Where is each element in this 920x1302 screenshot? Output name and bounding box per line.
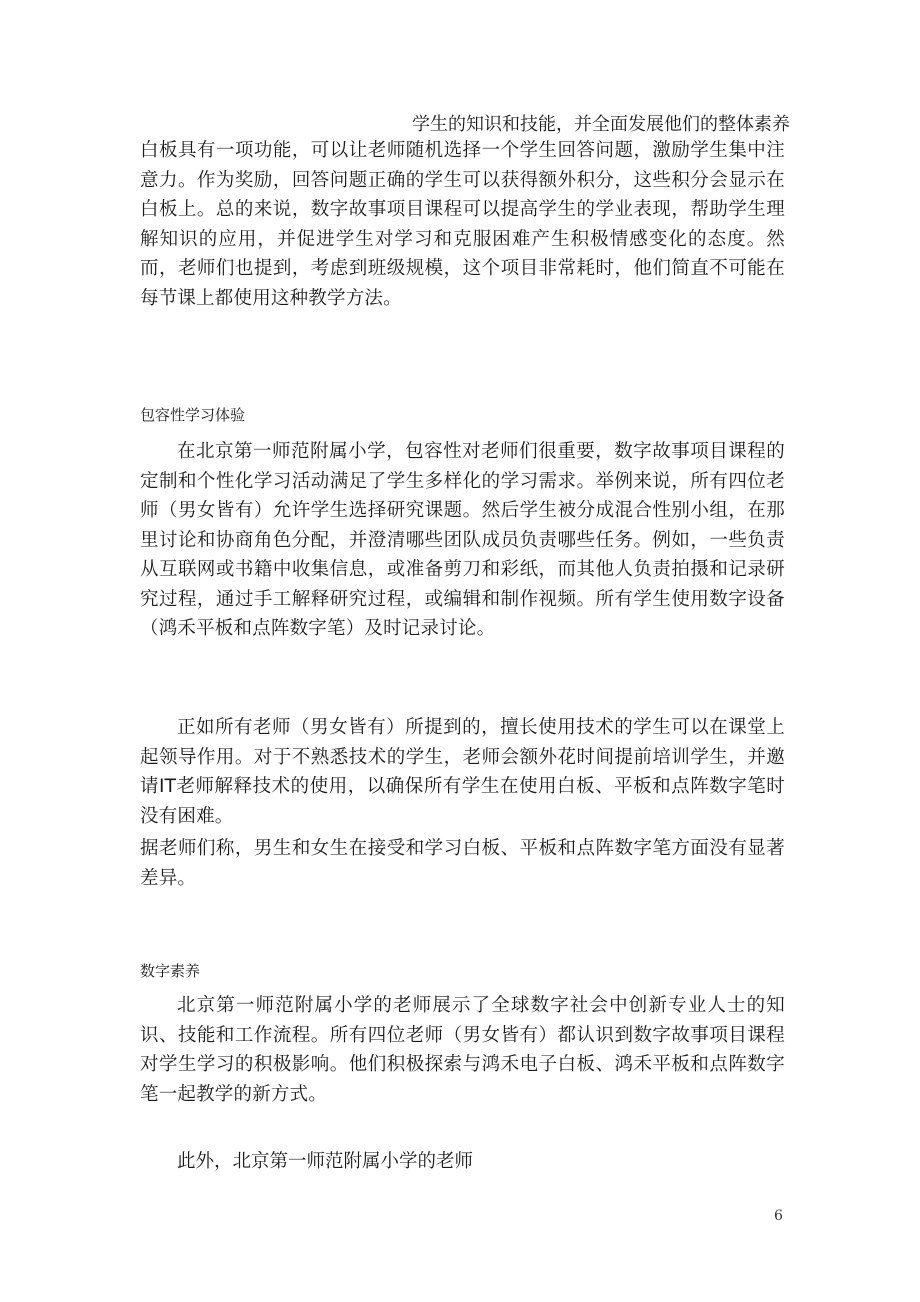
paragraph-gender-difference: 据老师们称，男生和女生在接受和学习白板、平板和点阵数字笔方面没有显著差异。 xyxy=(140,838,785,889)
page-number: 6 xyxy=(774,1208,783,1224)
continuation-line: 学生的知识和技能，并全面发展他们的整体素养 xyxy=(412,114,790,135)
paragraph-tech-leaders: 正如所有老师（男女皆有）所提到的，擅长使用技术的学生可以在课堂上起领导作用。对于不熟悉技术的学生，老师会额外花时间提前培训学生，并邀请IT老师解释技术的使用，以确保所有学生在使用白板、平板和点阵数字笔时没有困难。 xyxy=(140,717,785,827)
paragraph-digital-literacy: 北京第一师范附属小学的老师展示了全球数字社会中创新专业人士的知识、技能和工作流程。所有四位老师（男女皆有）都认识到数字故事项目课程对学生学习的积极影响。他们积极探索与鸿禾电子白板、鸿禾平板和点阵数字笔一起教学的新方式。 xyxy=(140,995,785,1105)
paragraph-whiteboard: 白板具有一项功能，可以让老师随机选择一个学生回答问题，激励学生集中注意力。作为奖励，回答问题正确的学生可以获得额外积分，这些积分会显示在白板上。总的来说，数字故事项目课程可以提高学生的学业表现，帮助学生理解知识的应用，并促进学生对学习和克服困难产生积极情感变化的态度。然而，老师们也提到，考虑到班级规模，这个项目非常耗时，他们简直不可能在每节课上都使用这种教学方法。 xyxy=(140,140,785,309)
paragraph-inclusive-learning: 在北京第一师范附属小学，包容性对老师们很重要，数字故事项目课程的定制和个性化学习活动满足了学生多样化的学习需求。举例来说，所有四位老师（男女皆有）允许学生选择研究课题。然后学生被分成混合性别小组，在那里讨论和协商角色分配，并澄清哪些团队成员负责哪些任务。例如，一些负责从互联网或书籍中收集信息，或准备剪刀和彩纸，而其他人负责拍摄和记录研究过程，通过手工解释研究过程，或编辑和制作视频。所有学生使用数字设备（鸿禾平板和点阵数字笔）及时记录讨论。 xyxy=(140,441,785,639)
section-heading-digital-literacy: 数字素养 xyxy=(140,962,201,980)
paragraph-furthermore: 此外，北京第一师范附属小学的老师 xyxy=(177,1151,474,1172)
section-heading-inclusive-learning: 包容性学习体验 xyxy=(140,406,246,424)
